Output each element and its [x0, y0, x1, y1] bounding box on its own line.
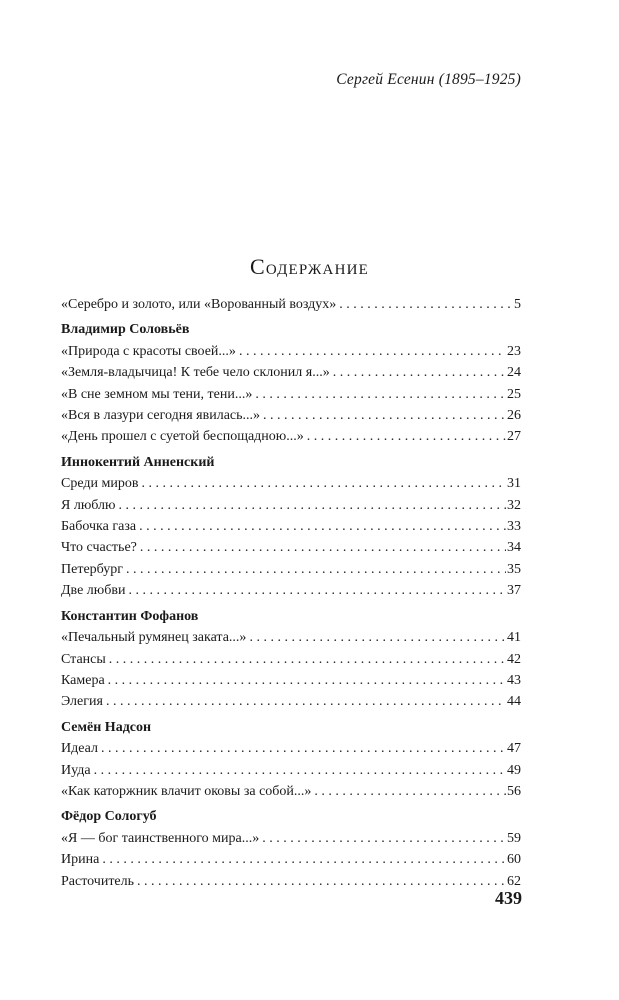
running-head: Сергей Есенин (1895–1925) [336, 71, 521, 88]
toc-entry [61, 627, 521, 648]
toc-entry [61, 473, 521, 494]
dot-leader [255, 384, 506, 405]
dot-leader [314, 781, 506, 802]
toc-entry-page: 34 [507, 540, 521, 556]
toc-entry-page: 60 [507, 852, 521, 868]
toc-author-heading: Владимир Соловьёв [61, 322, 190, 338]
toc-sections [61, 319, 521, 892]
toc-entry-title: «Земля-владычица! К тебе чело склонил я...» [61, 365, 330, 381]
toc-entry-title: Расточитель [61, 873, 135, 889]
dot-leader [249, 627, 506, 648]
toc-entry-page: 47 [507, 741, 521, 757]
dot-leader [307, 426, 506, 447]
toc-entry [61, 362, 521, 383]
dot-leader [262, 828, 506, 849]
toc-entry-title: Я люблю [61, 497, 116, 513]
toc-entry [61, 405, 521, 426]
toc-entry-title: «Печальный румянец заката...» [61, 630, 247, 646]
toc-entry-page: 41 [507, 630, 521, 646]
toc-author-heading: Фёдор Сологуб [61, 809, 157, 825]
dot-leader [106, 691, 506, 712]
toc-entry-title: Бабочка газа [61, 519, 137, 535]
dot-leader [94, 760, 506, 781]
toc-author-heading: Семён Надсон [61, 719, 152, 735]
toc-entry-page: 24 [507, 365, 521, 381]
toc-entry-title: «Вся в лазури сегодня явилась...» [61, 408, 261, 424]
toc-entry-title: Среди миров [61, 476, 139, 492]
dot-leader [139, 516, 506, 537]
dot-leader [119, 495, 506, 516]
toc-entry-page: 37 [507, 583, 521, 599]
toc-entry-title: «Как каторжник влачит оковы за собой...» [61, 783, 312, 799]
toc-author-heading: Иннокентий Анненский [61, 454, 215, 470]
toc-entry-title: Петербург [61, 561, 123, 577]
dot-leader [126, 559, 506, 580]
toc-entry-title: Ирина [61, 852, 100, 868]
toc-entry-page: 56 [507, 783, 521, 799]
toc-entry-page: 43 [507, 672, 521, 688]
toc-entry [61, 559, 521, 580]
toc-author-heading: Константин Фофанов [61, 608, 199, 624]
dot-leader [141, 473, 506, 494]
toc-entry-page: 62 [507, 873, 521, 889]
toc-entry [61, 871, 521, 892]
toc-entry [61, 580, 521, 601]
toc-entry [61, 384, 521, 405]
toc-entry-title: «Природа с красоты своей...» [61, 343, 236, 359]
toc-entry-title: Две любви [61, 583, 126, 599]
dot-leader [108, 670, 506, 691]
toc-entry-title: Элегия [61, 694, 103, 710]
toc-entry-page: 33 [507, 519, 521, 535]
toc-entry [61, 691, 521, 712]
table-of-contents [61, 294, 521, 892]
toc-entry-page: 35 [507, 561, 521, 577]
dot-leader [263, 405, 506, 426]
toc-entry-intro [61, 294, 521, 315]
toc-entry-page: 5 [514, 297, 521, 312]
toc-entry-page: 27 [507, 429, 521, 445]
toc-entry-title: «День прошел с суетой беспощадною...» [61, 429, 304, 445]
toc-entry [61, 495, 521, 516]
toc-entry [61, 781, 521, 802]
toc-entry [61, 760, 521, 781]
toc-entry-title: Стансы [61, 651, 106, 667]
toc-entry-title: Иуда [61, 762, 91, 778]
toc-entry-page: 23 [507, 343, 521, 359]
dot-leader [109, 649, 506, 670]
toc-entry [61, 849, 521, 870]
page-title: Содержание [249, 254, 370, 279]
toc-entry [61, 516, 521, 537]
toc-entry-title: «Я — бог таинственного мира...» [61, 830, 260, 846]
dot-leader [333, 362, 506, 383]
dot-leader [339, 294, 513, 315]
toc-entry-page: 31 [507, 476, 521, 492]
toc-entry-page: 26 [507, 408, 521, 424]
toc-entry [61, 537, 521, 558]
toc-entry-title: Идеал [61, 741, 98, 757]
toc-entry-title: Что счастье? [61, 540, 137, 556]
page-number: 439 [495, 888, 522, 908]
toc-entry-page: 59 [507, 830, 521, 846]
dot-leader [239, 341, 506, 362]
toc-entry-title: Камера [61, 672, 105, 688]
toc-entry [61, 828, 521, 849]
toc-entry-page: 42 [507, 651, 521, 667]
toc-entry-title: «Серебро и золото, или «Ворованный воздух» [61, 297, 337, 312]
dot-leader [128, 580, 506, 601]
toc-entry [61, 426, 521, 447]
toc-entry [61, 670, 521, 691]
dot-leader [140, 537, 506, 558]
toc-entry [61, 649, 521, 670]
toc-entry-title: «В сне земном мы тени, тени...» [61, 386, 253, 402]
toc-entry [61, 341, 521, 362]
toc-entry [61, 738, 521, 759]
dot-leader [102, 849, 506, 870]
toc-entry-page: 49 [507, 762, 521, 778]
dot-leader [137, 871, 506, 892]
toc-entry-page: 25 [507, 386, 521, 402]
dot-leader [101, 738, 506, 759]
toc-entry-page: 44 [507, 694, 521, 710]
toc-entry-page: 32 [507, 497, 521, 513]
